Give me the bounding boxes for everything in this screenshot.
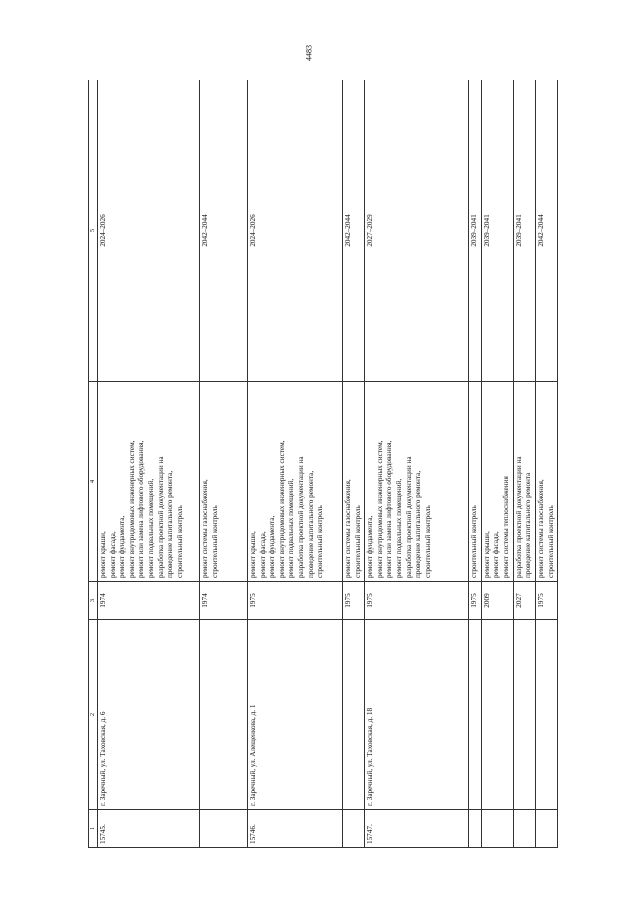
period-cell: 2024–2026 <box>98 80 200 382</box>
work-item: ремонт системы газоснабжения, <box>344 479 352 578</box>
year-cell: 2027 <box>513 582 535 620</box>
table-row <box>469 80 482 848</box>
table-row <box>98 80 200 848</box>
year-cell: 1975 <box>343 582 365 620</box>
row-number <box>469 810 482 848</box>
work-item: ремонт внутридомовых инженерных систем, <box>127 440 136 578</box>
work-item: ремонт подвальных помещений, <box>146 478 155 578</box>
year-cell: 1975 <box>248 582 343 620</box>
work-item: ремонт системы теплоснабжения <box>501 476 510 578</box>
period-cell: 2039–2041 <box>513 80 535 382</box>
row-number <box>200 810 248 848</box>
work-item: проведение капитального ремонта, <box>414 470 423 578</box>
works-cell <box>513 382 535 582</box>
work-item: ремонт системы газоснабжения, <box>536 479 545 578</box>
year-cell: 1975 <box>469 582 482 620</box>
address-cell <box>469 620 482 810</box>
works-cell <box>343 382 365 582</box>
works-cell <box>248 382 343 582</box>
work-item: ремонт системы газоснабжения, <box>201 479 209 578</box>
works-cell <box>200 382 248 582</box>
header-col-2: 2 <box>89 620 98 810</box>
address-cell: г. Заречный, ул. Алещенкова, д. 1 <box>248 620 343 810</box>
work-item: строительный контроль <box>353 505 362 578</box>
row-number <box>535 810 557 848</box>
header-row <box>89 80 98 848</box>
work-item: разработка проектной документации на <box>404 456 413 578</box>
address-cell <box>343 620 365 810</box>
period-cell: 2042–2044 <box>343 80 365 382</box>
works-cell <box>469 382 482 582</box>
address-cell <box>200 620 248 810</box>
address-cell: г. Заречный, ул. Таховская, д. 6 <box>98 620 200 810</box>
work-item: строительный контроль <box>210 505 219 578</box>
capital-repair-table <box>88 80 558 848</box>
header-col-1: 1 <box>89 810 98 848</box>
work-item: ремонт подвальных помещений, <box>287 478 296 578</box>
work-item: разработка проектной документации на <box>514 456 523 578</box>
table-row <box>513 80 535 848</box>
work-item: ремонт фундамента, <box>118 515 127 578</box>
table-row <box>535 80 557 848</box>
work-item: строительный контроль <box>470 505 479 578</box>
works-cell <box>481 382 513 582</box>
work-item: разработка проектной документации на <box>156 456 165 578</box>
address-cell: г. Заречный, ул. Таховская, д. 18 <box>365 620 469 810</box>
work-item: ремонт фасада, <box>258 531 267 578</box>
works-cell <box>365 382 469 582</box>
work-item: строительный контроль <box>175 505 184 578</box>
year-cell: 1974 <box>200 582 248 620</box>
work-item: ремонт фундамента, <box>366 515 375 578</box>
period-cell: 2024–2026 <box>248 80 343 382</box>
work-item: ремонт крыши, <box>99 531 107 578</box>
header-col-3: 3 <box>89 582 98 620</box>
period-cell: 2042–2044 <box>200 80 248 382</box>
header-col-5: 5 <box>89 80 98 382</box>
row-number <box>513 810 535 848</box>
year-cell: 1975 <box>365 582 469 620</box>
work-item: ремонт фасада, <box>108 531 117 578</box>
row-number <box>343 810 365 848</box>
period-cell: 2042–2044 <box>535 80 557 382</box>
year-cell: 2009 <box>481 582 513 620</box>
address-cell <box>513 620 535 810</box>
work-item: ремонт крыши, <box>249 531 257 578</box>
work-item: ремонт подвальных помещений, <box>394 478 403 578</box>
row-number: 15746. <box>248 810 343 848</box>
year-cell: 1975 <box>535 582 557 620</box>
work-item: проведение капитального ремонта <box>524 472 533 578</box>
row-number: 15747. <box>365 810 469 848</box>
table-row <box>248 80 343 848</box>
work-item: ремонт фундамента, <box>268 515 277 578</box>
row-number <box>481 810 513 848</box>
period-cell: 2039–2041 <box>481 80 513 382</box>
page-number: 4483 <box>304 45 314 61</box>
work-item: ремонт внутридомовых инженерных систем, <box>375 440 384 578</box>
table-row <box>481 80 513 848</box>
work-item: ремонт крыши, <box>482 531 491 578</box>
work-item: строительный контроль <box>423 505 432 578</box>
works-cell <box>535 382 557 582</box>
work-item: ремонт или замена лифтового оборудования, <box>137 440 146 578</box>
work-item: строительный контроль <box>546 505 555 578</box>
row-number: 15745. <box>98 810 200 848</box>
header-col-4: 4 <box>89 382 98 582</box>
register-table <box>88 80 566 848</box>
period-cell: 2027–2029 <box>365 80 469 382</box>
work-item: ремонт или замена лифтового оборудования, <box>385 440 394 578</box>
work-item: ремонт фасада, <box>492 531 501 578</box>
address-cell <box>481 620 513 810</box>
works-cell <box>98 382 200 582</box>
work-item: ремонт внутридомовых инженерных систем, <box>277 440 286 578</box>
work-item: разработка проектной документации на <box>296 456 305 578</box>
table-row <box>365 80 469 848</box>
period-cell: 2039–2041 <box>469 80 482 382</box>
work-item: строительный контроль <box>316 505 325 578</box>
work-item: проведение капитального ремонта, <box>306 470 315 578</box>
table-row <box>343 80 365 848</box>
work-item: проведение капитального ремонта, <box>166 470 175 578</box>
year-cell: 1974 <box>98 582 200 620</box>
address-cell <box>535 620 557 810</box>
table-row <box>200 80 248 848</box>
